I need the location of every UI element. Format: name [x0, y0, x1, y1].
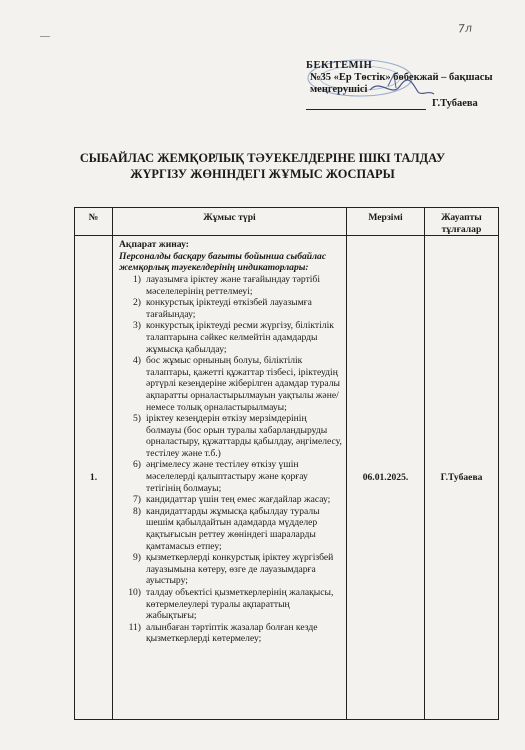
document-title-line1: СЫБАЙЛАС ЖЕМҚОРЛЫҚ ТӘУЕКЕЛДЕРІНЕ ІШКІ ТАЛДАУ: [79, 151, 446, 165]
list-item: 2) конкурстық іріктеуді өткізбей лауазымға тағайындау;: [133, 297, 312, 320]
header-number: №: [75, 208, 113, 236]
header-responsible: Жауапты тұлғалар: [425, 208, 499, 236]
approval-position: меңгерушісі: [310, 84, 368, 95]
approval-block: [306, 60, 518, 110]
list-item: 7) кандидаттар үшін тең емес жағдайлар жасау;: [133, 494, 331, 506]
list-item: 3) конкурстық іріктеуді ресми жүргізу, біліктілік талаптарына сәйкес келмейтін адамдарды жұмысқа қабылдау;: [133, 320, 334, 355]
approval-organization: №35 «Ер Төстік» бөбекжай – бақшасы: [310, 72, 493, 83]
document-title: [40, 150, 485, 182]
list-item: 10) талдау объектісі қызметкерлерінің жалақысы, көтермелеулері туралы ақпараттың жабықтығы;: [128, 587, 334, 622]
section-subtitle: Персоналды басқару бағыты бойынша сыбайлас жемқорлық тәуекелдерінің индикаторлары:: [119, 250, 327, 274]
indicator-list: [119, 274, 342, 645]
header-deadline: Мерзімі: [347, 208, 425, 236]
approval-signer: Г.Тубаева: [432, 98, 478, 109]
signature-blank: [306, 98, 426, 110]
list-item: 8) кандидаттарды жұмысқа қабылдау туралы шешім қабылдайтын адамдарда мүдделер қақтығысын реттеу жөніндегі шараларды қамтамасыз етпеу;: [133, 505, 320, 552]
scan-artifact: [40, 36, 50, 37]
approval-heading: БЕКІТЕМІН: [306, 60, 373, 71]
list-item: 6) әңгімелесу және тестілеу өткізу үшін мәселелерді қалыптастыру және қорғау тетігінің болмауы;: [133, 459, 308, 494]
row-deadline: 06.01.2025.: [347, 236, 425, 720]
list-item: 5) іріктеу кезеңдерін өткізу мерзімдерінің болмауы (бос орын туралы хабарландыруды орналастыру, құжаттарды қабылдау, әңгімелесу, тестілеу және т.б.): [133, 413, 342, 459]
row-number: 1.: [75, 236, 113, 720]
table-header-row: [75, 208, 499, 236]
list-item: 9) қызметкерлерді конкурстық іріктеу жүргізбей лауазымына көтеру, өзге де лауазымдарға ауыстыру;: [133, 552, 334, 587]
row-work-description: [113, 236, 347, 720]
section-title: Ақпарат жинау:: [119, 239, 189, 251]
table-row: [75, 236, 499, 720]
header-work-type: Жұмыс түрі: [113, 208, 347, 236]
handwritten-page-mark: 7л: [457, 21, 473, 36]
list-item: 11) алынбаған тәртіптік жазалар болған кезде қызметкерлерді көтермелеу;: [128, 621, 318, 645]
list-item: 4) бос жұмыс орнының болуы, біліктілік талаптары, қажетті құжаттар тізбесі, іріктеудің әртүрлі кезеңдеріне жіберілген адамдар туралы ақпаратты орналастырылмауын уақтылы және/ немесе толық орналастырылмауы;: [133, 355, 341, 413]
row-responsible: Г.Тубаева: [425, 236, 499, 720]
document-title-line2: ЖҮРГІЗУ ЖӨНІНДЕГІ ЖҰМЫС ЖОСПАРЫ: [130, 167, 395, 181]
list-item: 1) лауазымға іріктеу және тағайындау тәртібі мәселелерінің реттелмеуі;: [133, 273, 320, 297]
work-plan-table: [74, 207, 499, 720]
signature-line: [306, 98, 518, 110]
